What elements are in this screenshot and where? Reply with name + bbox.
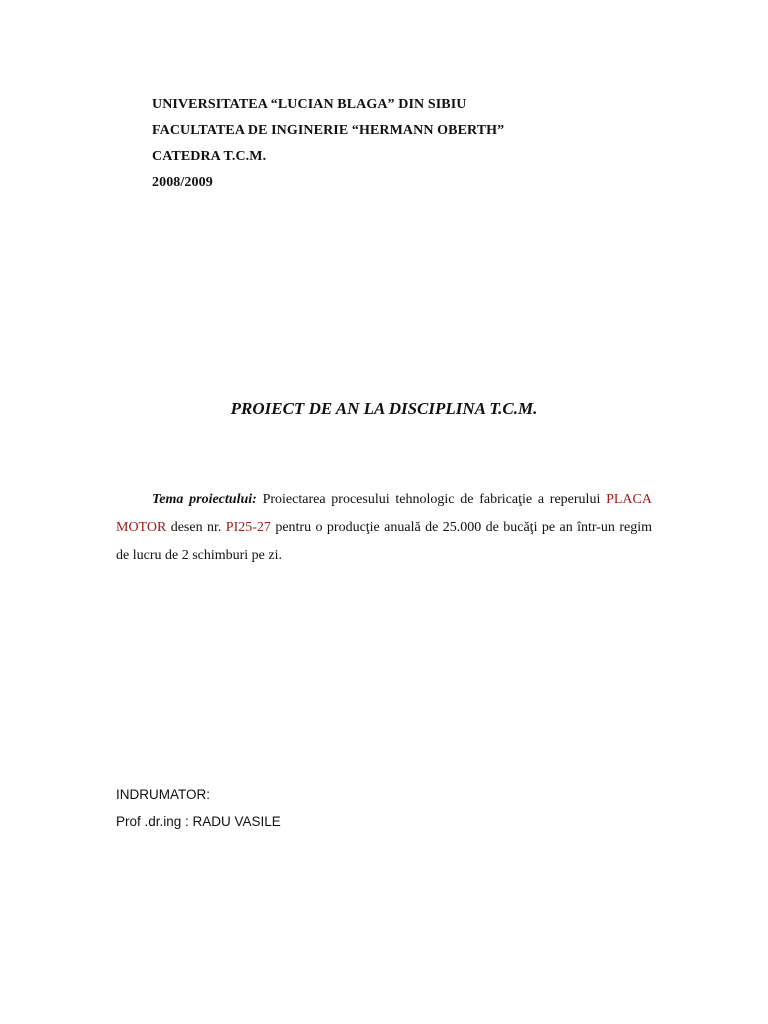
theme-label: Tema proiectului: — [152, 492, 257, 507]
part-name: PLACA MOTOR — [116, 492, 652, 535]
theme-text-part2: desen nr. — [166, 520, 226, 535]
faculty-name: FACULTATEA DE INGINERIE “HERMANN OBERTH” — [152, 123, 505, 138]
document-header — [152, 92, 504, 196]
supervisor-name: Prof .dr.ing : RADU VASILE — [116, 814, 281, 829]
academic-year: 2008/2009 — [152, 175, 213, 190]
theme-text-part1: Proiectarea procesului tehnologic de fabricaţie a reperului — [256, 492, 607, 507]
page-title: PROIECT DE AN LA DISCIPLINA T.C.M. — [230, 399, 538, 418]
university-name: UNIVERSITATEA “LUCIAN BLAGA” DIN SIBIU — [152, 97, 467, 112]
supervisor-label: INDRUMATOR: — [116, 787, 210, 802]
department-name: CATEDRA T.C.M. — [152, 149, 267, 164]
supervisor-block — [116, 781, 281, 835]
theme-text-part3: pentru o producţie anuală de 25.000 de bucăţi pe an într-un regim de lucru de 2 schimburi pe zi. — [116, 520, 652, 563]
project-theme-paragraph — [116, 486, 652, 570]
drawing-number: PI25-27 — [225, 520, 271, 535]
